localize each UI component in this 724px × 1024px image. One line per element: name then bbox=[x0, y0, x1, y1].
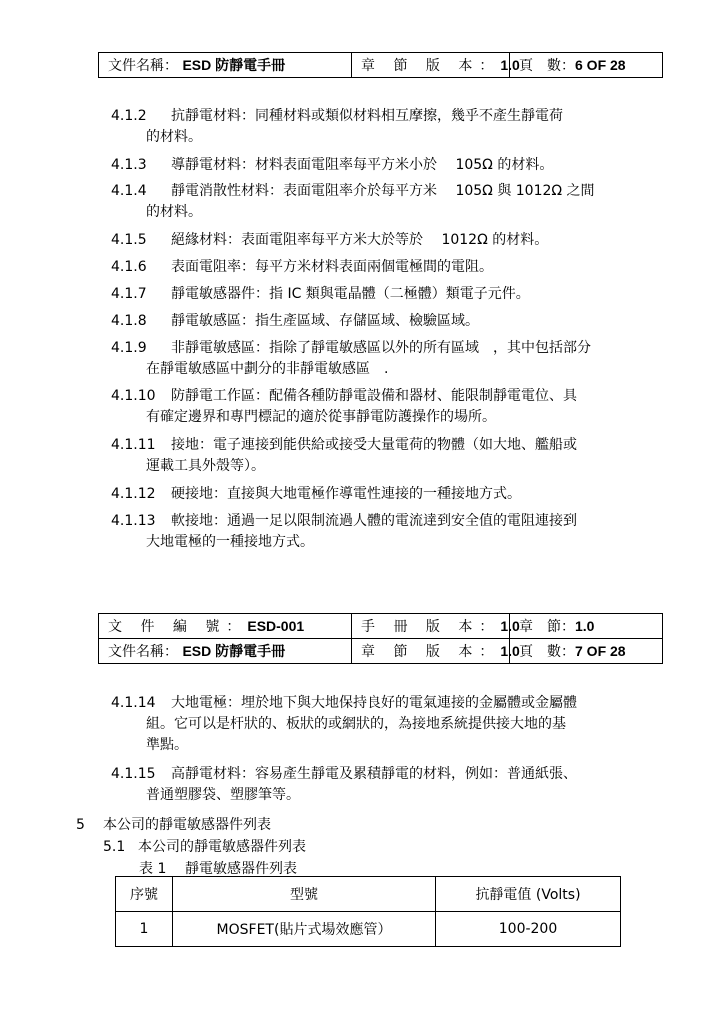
table-cell: MOSFET(貼片式場效應管） bbox=[173, 912, 436, 947]
doc-number-label: 文 件 編 號： bbox=[108, 619, 248, 635]
table-header-row bbox=[116, 877, 621, 912]
definition-4-1-4: 4.1.4 靜電消散性材料：表面電阻率介於每平方米 105Ω 與 1012Ω 之間 的材料。 bbox=[111, 183, 595, 220]
manual-version-value: 1.0 bbox=[500, 618, 520, 634]
definition-4-1-5: 4.1.5 絕緣材料：表面電阻率每平方米大於等於 1012Ω 的材料。 bbox=[111, 232, 549, 248]
definition-4-1-11: 4.1.11 接地：電子連接到能供給或接受大量電荷的物體（如大地、艦船或 運載工具外殼等）。 bbox=[111, 437, 577, 474]
definition-4-1-13: 4.1.13 軟接地：通過一足以限制流過人體的電流達到安全值的電阻連接到 大地電極的一種接地方式。 bbox=[111, 513, 577, 550]
page-header-1 bbox=[98, 52, 663, 78]
section-version-label: 章 節 版 本： bbox=[361, 644, 501, 660]
section-label: 章 節： bbox=[519, 619, 575, 635]
pages-cell bbox=[510, 53, 663, 78]
doc-name-label: 文件名稱： bbox=[108, 644, 178, 660]
doc-number-value: ESD-001 bbox=[247, 618, 305, 634]
table-header: 型號 bbox=[173, 877, 436, 912]
pages-label: 頁 數： bbox=[519, 644, 575, 660]
section-version-label: 章 節 版 本： bbox=[361, 58, 501, 74]
section-value: 1.0 bbox=[575, 618, 595, 634]
table-caption: 表 1 靜電敏感器件列表 bbox=[139, 861, 297, 877]
pages-value: 6 OF 28 bbox=[575, 57, 626, 73]
doc-number-cell bbox=[99, 614, 352, 639]
section-5-heading: 5 本公司的靜電敏感器件列表 bbox=[76, 817, 271, 833]
definition-4-1-2: 4.1.2 抗靜電材料：同種材料或類似材料相互摩擦，幾乎不產生靜電荷 的材料。 bbox=[111, 108, 563, 145]
doc-name-value: ESD 防靜電手冊 bbox=[182, 643, 286, 659]
pages-value: 7 OF 28 bbox=[575, 643, 626, 659]
manual-version-cell bbox=[352, 614, 520, 639]
device-table bbox=[115, 876, 621, 947]
table-header: 序號 bbox=[116, 877, 173, 912]
section-version-value: 1.0 bbox=[500, 57, 520, 73]
table-row bbox=[116, 912, 621, 947]
definition-4-1-3: 4.1.3 導靜電材料：材料表面電阻率每平方米小於 105Ω 的材料。 bbox=[111, 157, 554, 173]
section-version-cell bbox=[352, 639, 520, 664]
definition-4-1-14: 4.1.14 大地電極：埋於地下與大地保持良好的電氣連接的金屬體或金屬體 組。它可以是杆狀的、板狀的或網狀的，為接地系統提供接大地的基 準點。 bbox=[111, 695, 577, 753]
pages-label: 頁 數： bbox=[519, 58, 575, 74]
pages-cell bbox=[510, 639, 663, 664]
doc-name-cell bbox=[99, 53, 352, 78]
table-header: 抗靜電值 (Volts) bbox=[436, 877, 621, 912]
section-version-value: 1.0 bbox=[500, 643, 520, 659]
section-5-1-heading: 5.1 本公司的靜電敏感器件列表 bbox=[103, 839, 306, 855]
page-header-2 bbox=[98, 613, 663, 664]
section-version-cell bbox=[352, 53, 520, 78]
section-cell bbox=[510, 614, 663, 639]
definition-4-1-10: 4.1.10 防靜電工作區：配備各種防靜電設備和器材、能限制靜電電位、具 有確定邊界和專門標記的適於從事靜電防護操作的場所。 bbox=[111, 388, 577, 425]
definition-4-1-8: 4.1.8 靜電敏感區：指生產區域、存儲區域、檢驗區域。 bbox=[111, 313, 479, 329]
table-cell: 1 bbox=[116, 912, 173, 947]
doc-name-cell bbox=[99, 639, 352, 664]
table-cell: 100-200 bbox=[436, 912, 621, 947]
definition-4-1-15: 4.1.15 高靜電材料：容易產生靜電及累積靜電的材料，例如：普通紙張、 普通塑膠袋、塑膠筆等。 bbox=[111, 766, 577, 803]
definition-4-1-9: 4.1.9 非靜電敏感區：指除了靜電敏感區以外的所有區域 ，其中包括部分 在靜電敏感區中劃分的非靜電敏感區 . bbox=[111, 340, 591, 377]
definition-4-1-6: 4.1.6 表面電阻率：每平方米材料表面兩個電極間的電阻。 bbox=[111, 259, 493, 275]
doc-name-label: 文件名稱： bbox=[108, 58, 178, 74]
manual-version-label: 手 冊 版 本： bbox=[361, 619, 501, 635]
doc-name-value: ESD 防靜電手冊 bbox=[182, 57, 286, 73]
definition-4-1-7: 4.1.7 靜電敏感器件：指 IC 類與電晶體（二極體）類電子元件。 bbox=[111, 286, 530, 302]
definition-4-1-12: 4.1.12 硬接地：直接與大地電極作導電性連接的一種接地方式。 bbox=[111, 486, 521, 502]
